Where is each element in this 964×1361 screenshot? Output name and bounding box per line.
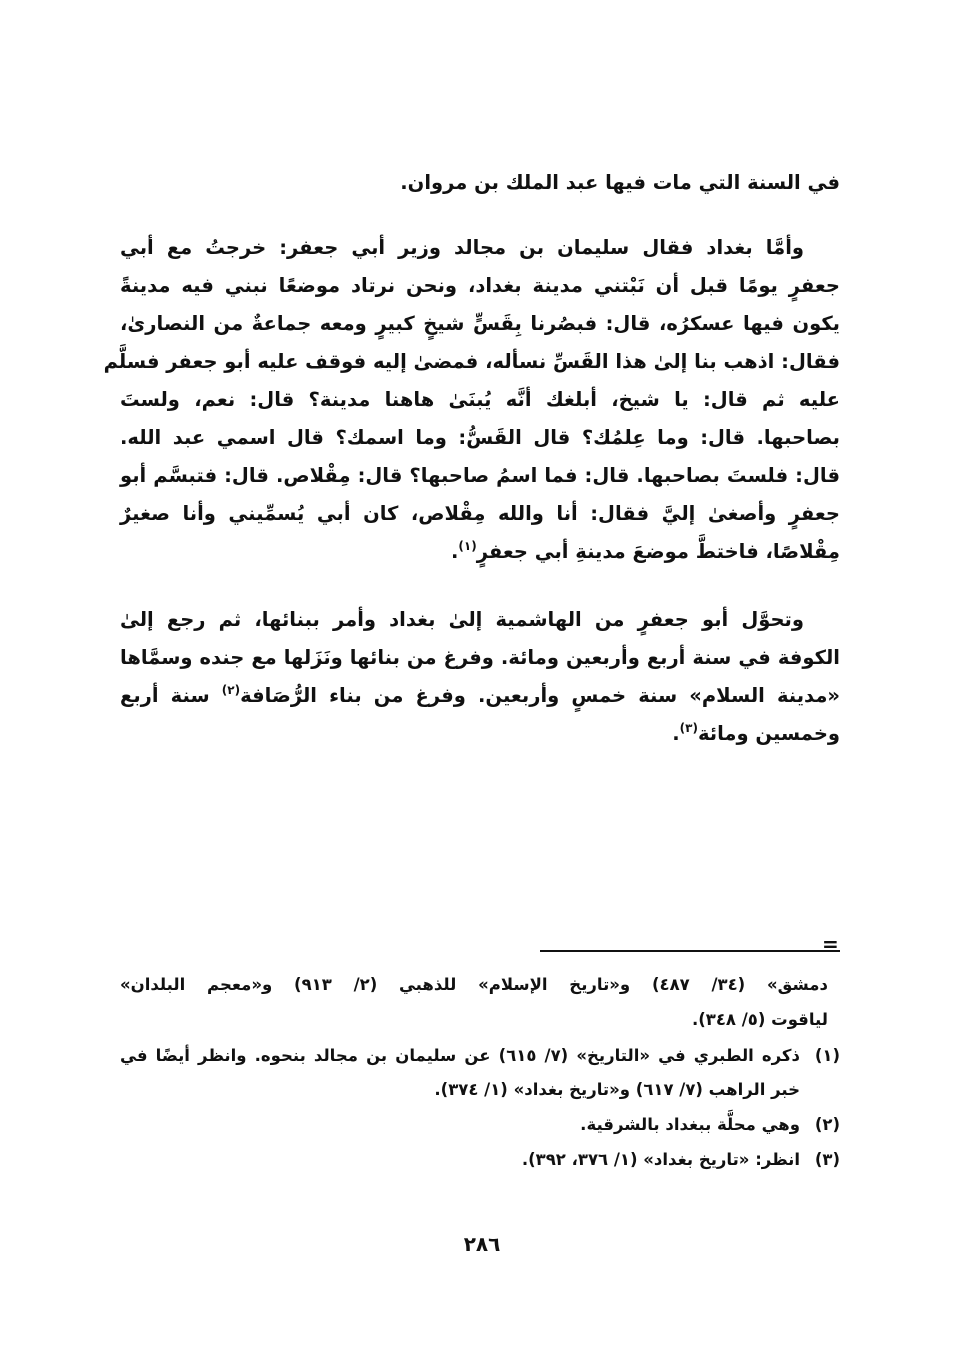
footnote-line: خبر الراهب (٧/ ٦١٧) و«تاريخ بغداد» (١/ ٣٧٤). xyxy=(434,1080,800,1099)
footnote-marker-3[interactable]: (٣) xyxy=(679,721,698,735)
text-line: جعفرٍ يومًا قبل أن نَبْتني مدينة بغداد، ونحن نرتاد موضعًا نبني فيه مدينةً xyxy=(120,274,840,297)
text-line: في السنة التي مات فيها عبد الملك بن مروان. xyxy=(400,171,840,194)
footnote-text: انظر: «تاريخ بغداد» (١/ ٣٧٦، ٣٩٢). xyxy=(521,1150,800,1169)
text-line: جعفرٍ وأصغىٰ إليَّ فقال: أنا والله مِقْلاص، كان أبي يُسمِّيني وأنا صغيرٌ xyxy=(120,502,840,525)
text-line: بصاحبها. قال: وما عِلمُك؟ قال القَسُّ: وما اسمك؟ قال اسمي عبد الله. xyxy=(120,426,840,449)
page-number: ٢٨٦ xyxy=(463,1232,501,1256)
text-line xyxy=(120,533,840,571)
text-line: فقال: اذهب بنا إلىٰ هذا القَسِّ نسأله، فمضىٰ إليه فوقف عليه أبو جعفر فسلَّم xyxy=(103,350,840,373)
footnote-number: (١) xyxy=(814,1046,840,1065)
text-line: وأمَّا بغداد فقال سليمان بن مجالد وزير أبي جعفر: خرجتُ مع أبي xyxy=(120,236,804,259)
text-segment: سنة أربع xyxy=(120,684,222,707)
text-line: وتحوَّل أبو جعفرٍ من الهاشمية إلىٰ بغداد وأمر ببنائها، ثم رجع إلىٰ xyxy=(120,608,804,631)
text-segment: . xyxy=(450,540,459,563)
text-segment: . xyxy=(672,722,680,745)
footnote-number: (٣) xyxy=(814,1150,840,1169)
footnote-number: (٢) xyxy=(814,1115,840,1134)
text-line xyxy=(120,677,840,715)
text-line: الكوفة في سنة أربع وأربعين ومائة. وفرغ من بنائها ونَزَلها مع جنده وسمَّاها xyxy=(120,646,840,669)
text-segment: وخمسين ومائة xyxy=(697,722,840,745)
text-line: قال: فلستَ بصاحبها. قال: فما اسمُ صاحبها؟ قال: مِقْلاص. قال: فتبسَّم أبو xyxy=(120,464,840,487)
footnote-line: لياقوت (٥/ ٣٤٨). xyxy=(691,1010,828,1029)
footnote-3 xyxy=(120,1143,840,1177)
text-segment: مِقْلاصًا، فاختطَّ موضعَ مدينةِ أبي جعفرٍ xyxy=(476,540,840,563)
footnote-text: وهي محلَّة ببغداد بالشرقية. xyxy=(580,1115,800,1134)
continuation-mark: = xyxy=(822,932,839,956)
text-line: يكون فيها عسكرُه، قال: فبصُرنا بِقَسٍّ شيخٍ كبيرٍ ومعه جماعةٌ من النصارىٰ، xyxy=(120,312,840,335)
footnote-text: ذكره الطبري في «التاريخ» (٧/ ٦١٥) عن سليمان بن مجالد بنحوه. وانظر أيضًا في xyxy=(120,1046,800,1065)
text-line: عليه ثم قال: يا شيخ، أبلغك أنَّه يُبنَىٰ هاهنا مدينة؟ قال: نعم، ولستَ xyxy=(120,388,840,411)
footnote-line: دمشق» (٣٤/ ٤٨٧) و«تاريخ الإسلام» للذهبي (٢/ ٩١٣) و«معجم البلدان» xyxy=(120,975,828,994)
text-line xyxy=(120,715,840,753)
footnote-separator xyxy=(540,950,840,952)
footnote-2 xyxy=(120,1108,840,1142)
text-segment: «مدينة السلام» سنة خمسٍ وأربعين. وفرغ من بناء الرُّصَافة xyxy=(240,684,840,707)
footnote-1 xyxy=(120,1039,840,1073)
footnote-marker-1[interactable]: (١) xyxy=(458,539,477,553)
footnote-marker-2[interactable]: (٢) xyxy=(221,683,241,697)
